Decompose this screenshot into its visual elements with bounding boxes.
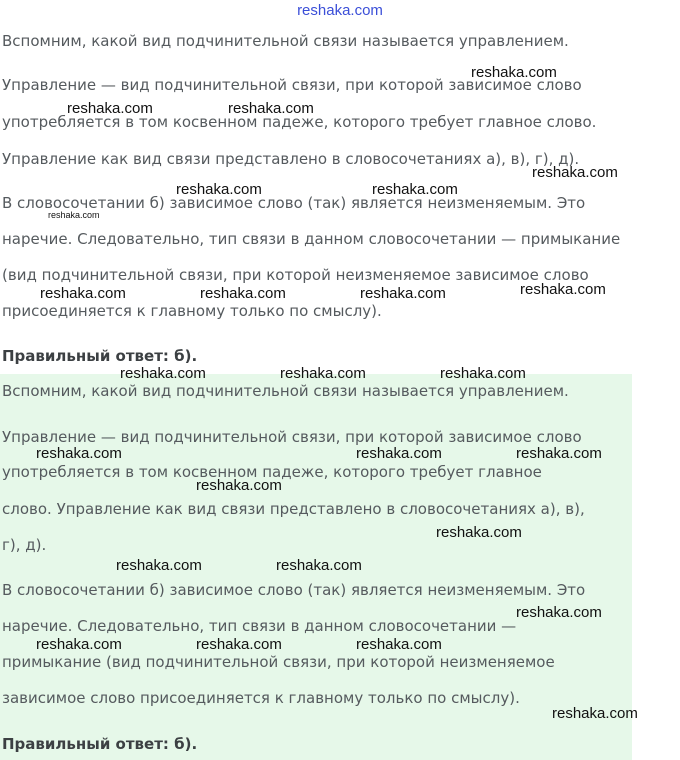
watermark: reshaka.com (67, 100, 153, 117)
watermark: reshaka.com (196, 636, 282, 653)
watermark: reshaka.com (516, 604, 602, 621)
watermark: reshaka.com (436, 524, 522, 541)
paragraph-line: г), д). (2, 536, 47, 554)
watermark: reshaka.com (372, 181, 458, 198)
correct-answer: Правильный ответ: б). (2, 347, 198, 365)
paragraph-line: употребляется в том косвенном падеже, которого требует главное (2, 463, 542, 481)
watermark: reshaka.com (36, 636, 122, 653)
watermark: reshaka.com (280, 365, 366, 382)
watermark: reshaka.com (532, 164, 618, 181)
paragraph-line: Управление — вид подчинительной связи, при которой зависимое слово (2, 428, 582, 446)
watermark: reshaka.com (48, 210, 100, 220)
watermark: reshaka.com (552, 705, 638, 722)
watermark: reshaka.com (176, 181, 262, 198)
paragraph-line: слово. Управление как вид связи представлено в словосочетаниях а), в), (2, 500, 585, 518)
watermark: reshaka.com (471, 64, 557, 81)
watermark: reshaka.com (228, 100, 314, 117)
watermark: reshaka.com (520, 281, 606, 298)
paragraph-line: Управление как вид связи представлено в словосочетаниях а), в), г), д). (2, 150, 580, 168)
paragraph-line: присоединяется к главному только по смыслу). (2, 302, 382, 320)
watermark: reshaka.com (40, 285, 126, 302)
paragraph-line: (вид подчинительной связи, при которой неизменяемое зависимое слово (2, 266, 589, 284)
watermark: reshaka.com (200, 285, 286, 302)
watermark: reshaka.com (356, 445, 442, 462)
paragraph-line: Вспомним, какой вид подчинительной связи называется управлением. (2, 382, 569, 400)
paragraph-line: наречие. Следовательно, тип связи в данном словосочетании — (2, 617, 517, 635)
watermark: reshaka.com (516, 445, 602, 462)
paragraph-line: примыкание (вид подчинительной связи, при которой неизменяемое (2, 653, 555, 671)
paragraph-line: употребляется в том косвенном падеже, которого требует главное слово. (2, 113, 597, 131)
watermark: reshaka.com (276, 557, 362, 574)
watermark: reshaka.com (360, 285, 446, 302)
watermark: reshaka.com (36, 445, 122, 462)
watermark: reshaka.com (196, 477, 282, 494)
site-header[interactable]: reshaka.com (297, 2, 383, 19)
paragraph-line: Управление — вид подчинительной связи, при которой зависимое слово (2, 76, 582, 94)
correct-answer: Правильный ответ: б). (2, 735, 198, 753)
paragraph-line: В словосочетании б) зависимое слово (так) является неизменяемым. Это (2, 581, 586, 599)
paragraph-line: В словосочетании б) зависимое слово (так) является неизменяемым. Это (2, 194, 586, 212)
paragraph-line: зависимое слово присоединяется к главному только по смыслу). (2, 689, 520, 707)
paragraph-line: Вспомним, какой вид подчинительной связи называется управлением. (2, 32, 569, 50)
paragraph-line: наречие. Следовательно, тип связи в данном словосочетании — примыкание (2, 230, 621, 248)
watermark: reshaka.com (440, 365, 526, 382)
watermark: reshaka.com (116, 557, 202, 574)
watermark: reshaka.com (120, 365, 206, 382)
watermark: reshaka.com (356, 636, 442, 653)
